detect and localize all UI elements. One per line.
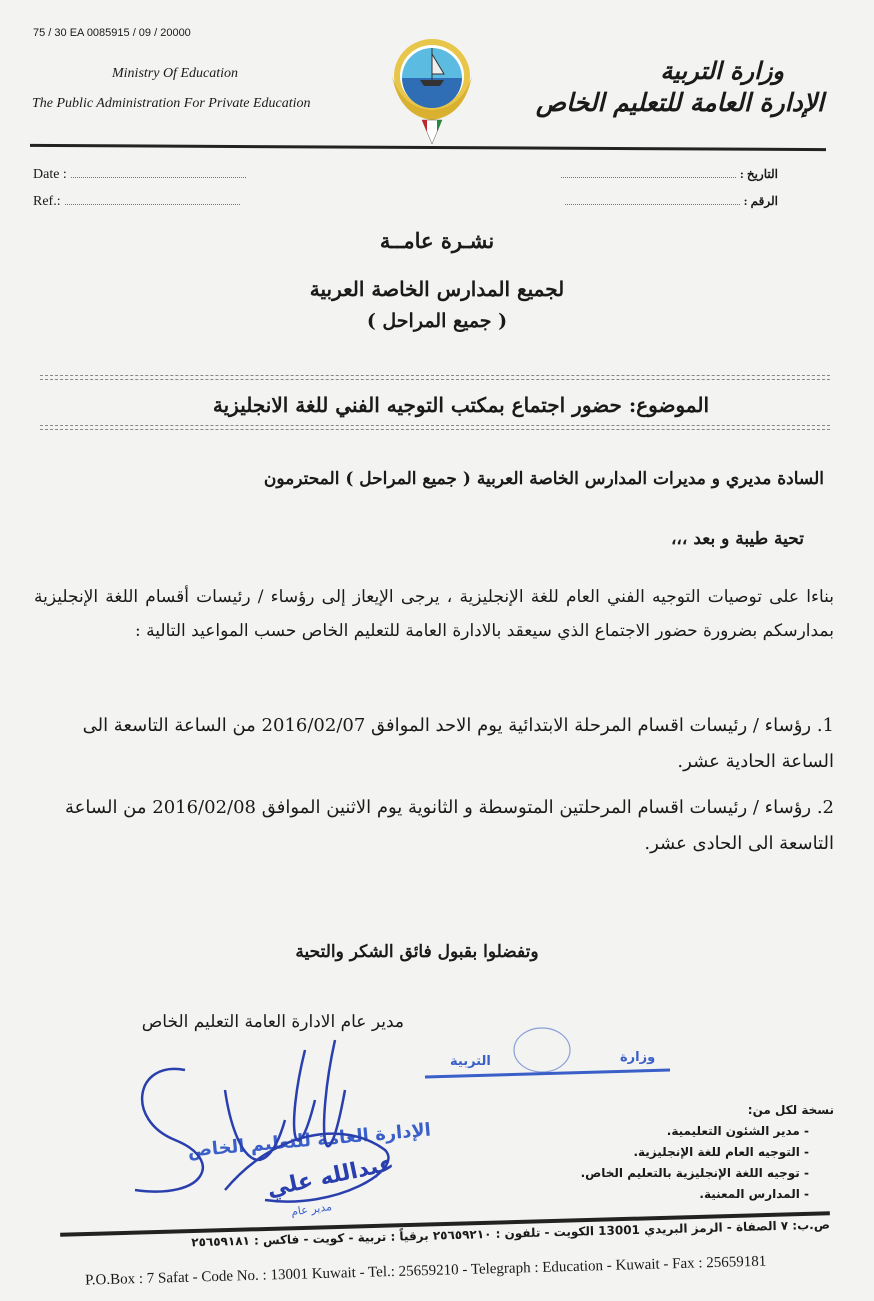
closing-line: وتفضلوا بقبول فائق الشكر والتحية bbox=[295, 942, 539, 962]
serial-number: 75 / 30 EA 0085915 / 09 / 20000 bbox=[33, 27, 191, 39]
handwritten-signature bbox=[115, 1030, 445, 1224]
subject-divider-bottom bbox=[40, 425, 830, 430]
ref-field-ar: الرقم : bbox=[561, 194, 778, 210]
footer-address-ar: ص.ب: ٧ الصفاة - الرمز البريدي 13001 الكويت - تلفون : ٢٥٦٥٩٢١٠ برقياً : تربية - كويت - فاكس : ٢٥٦٥٩١٨١ bbox=[191, 1217, 831, 1250]
administration-name-ar: الإدارة العامة للتعليم الخاص bbox=[535, 88, 824, 117]
signatory-title: مدير عام الادارة العامة التعليم الخاص bbox=[141, 1012, 404, 1032]
ministry-name-ar: وزارة التربية bbox=[660, 56, 784, 85]
stages-line: ( جميع المراحل ) bbox=[366, 310, 508, 332]
schedule-item-1: 1. رؤساء / رئيسات اقسام المرحلة الابتدائية يوم الاحد الموافق 2016/02/07 من الساعة التاسعة الى الساعة الحادية عشر. bbox=[82, 715, 834, 772]
greeting: تحية طيبة و بعد ،،، bbox=[670, 529, 804, 549]
schedule-item-2: 2. رؤساء / رئيسات اقسام المرحلتين المتوسطة و الثانوية يوم الاثنين الموافق 2016/02/08 من الساعة التاسعة الى الحادى عشر. bbox=[65, 797, 834, 854]
date-field-ar: التاريخ : bbox=[557, 167, 778, 183]
svg-text:مدير عام: مدير عام bbox=[290, 1199, 333, 1219]
copy-recipient: - مدير الشئون التعليمية. bbox=[666, 1124, 809, 1138]
bulletin-title: نشـرة عامــة bbox=[379, 228, 495, 253]
subject-divider-top bbox=[40, 375, 830, 380]
copies-list bbox=[581, 1100, 834, 1205]
copy-recipient: - توجيه اللغة الإنجليزية بالتعليم الخاص. bbox=[580, 1166, 809, 1180]
svg-text:وزارة: وزارة bbox=[620, 1050, 656, 1065]
kuwait-emblem-icon bbox=[380, 36, 485, 152]
administration-name-en: The Public Administration For Private Education bbox=[32, 96, 311, 111]
footer-address-en: P.O.Box : 7 Safat - Code No. : 13001 Kuwait - Tel.: 25659210 - Telegraph : Education - Kuwait - Fax : 25659181 bbox=[84, 1253, 767, 1289]
body-paragraph: بناءا على توصيات التوجيه الفني العام للغة الإنجليزية ، يرجى الإيعاز إلى رؤساء / رئيسات أقسام اللغة الإنجليزية بمدارسكم بضرورة حضور الاجتماع الذي سيعقد بالادارة العامة للتعليم الخاص حسب المواعيد التالية : bbox=[34, 587, 834, 641]
date-field: Date : bbox=[33, 167, 250, 183]
subject-line: الموضوع: حضور اجتماع بمكتب التوجيه الفني للغة الانجليزية bbox=[212, 393, 709, 417]
svg-text:التربية: التربية bbox=[450, 1054, 491, 1069]
audience-line: لجميع المدارس الخاصة العربية bbox=[309, 277, 565, 301]
copies-label: نسخة لكل من: bbox=[747, 1103, 834, 1117]
svg-text:عبدالله علي: عبدالله علي bbox=[264, 1151, 397, 1203]
copy-recipient: - التوجيه العام للغة الإنجليزية. bbox=[633, 1145, 809, 1159]
addressee: السادة مديري و مديرات المدارس الخاصة العربية ( جميع المراحل ) المحترمون bbox=[263, 469, 824, 489]
ref-field: Ref.: bbox=[33, 194, 244, 210]
ministry-name-en: Ministry Of Education bbox=[112, 66, 238, 81]
svg-text:الإدارة العامة للتعليم الخاص: الإدارة العامة للتعليم الخاص bbox=[186, 1119, 432, 1162]
copy-recipient: - المدارس المعنية. bbox=[699, 1187, 809, 1201]
